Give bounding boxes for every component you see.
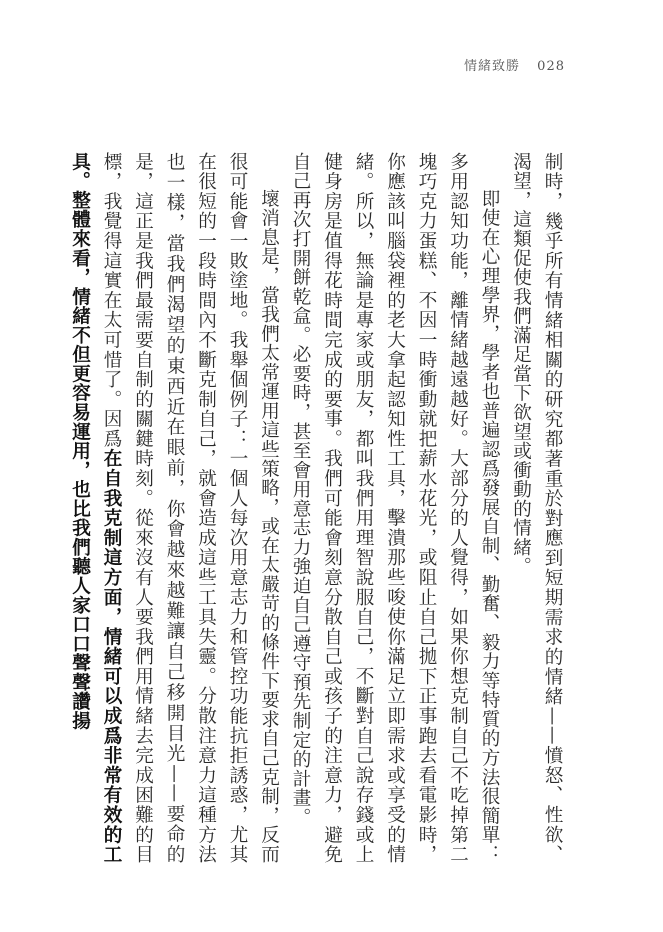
paragraph-3-bold-text: 在自我克制這方面，情緒可以成爲非常有效的工具。整體來看，情緒不但更容易運用，也比我們聽人家口口聲聲讚揚 bbox=[69, 152, 122, 864]
body-text bbox=[69, 152, 568, 864]
paragraph-3 bbox=[64, 152, 285, 864]
page-number: 028 bbox=[537, 59, 565, 74]
paragraph-2: 即使在心理學界，學者也普遍認爲發展自制、勤奮、毅力等特質的方法很簡單：多用認知功能，離情緒越遠越好。大部分的人覺得，如果你想克制自己不吃掉第二塊巧克力蛋糕、不因一時衝動就把薪水花光，或阻止自己拋下正事跑去看電影時，你應該叫腦袋裡的老大拿起認知性工具，擊潰那些唆使你滿足立即需求或享受的情緒。所以，無論是專家或朋友，都叫我們用理智說服自己，不斷對自己說存錢或上健身房是值得花時間完成的要事。我們可能會刻意分散自己或孩子的注意力，避免自己再次打開餅乾盒。必要時，甚至會用意志力強迫自己遵守預先制定的計畫。 bbox=[290, 152, 500, 864]
paragraph-1: 制時，幾乎所有情緒相關的研究都著重於對應到短期需求的情緒——憤怒、性欲、渴望，這類促使我們滿足當下欲望或衝動的情緒。 bbox=[510, 152, 563, 864]
book-title: 情緒致勝 bbox=[464, 59, 521, 74]
paragraph-3-normal-text: 壞消息是，當我們太常運用這些策略，或在太嚴苛的條件下要求自己克制，反而很可能會一敗塗地。我舉個例子：一個人每次用意志力和管控功能抗拒誘惑，尤其在很短的一段時間內不斷克制自己，就會造成這些工具失靈。分散注意力這種方法也一樣，當我們渴望的東西近在眼前，你會越來越難讓自己移開目光——要命的是，這正是我們最需要自制的關鍵時刻。從來沒有人要我們用情緒去完成困難的目標，我覺得這實在太可惜了。因爲 bbox=[101, 152, 280, 864]
running-header bbox=[464, 55, 565, 74]
